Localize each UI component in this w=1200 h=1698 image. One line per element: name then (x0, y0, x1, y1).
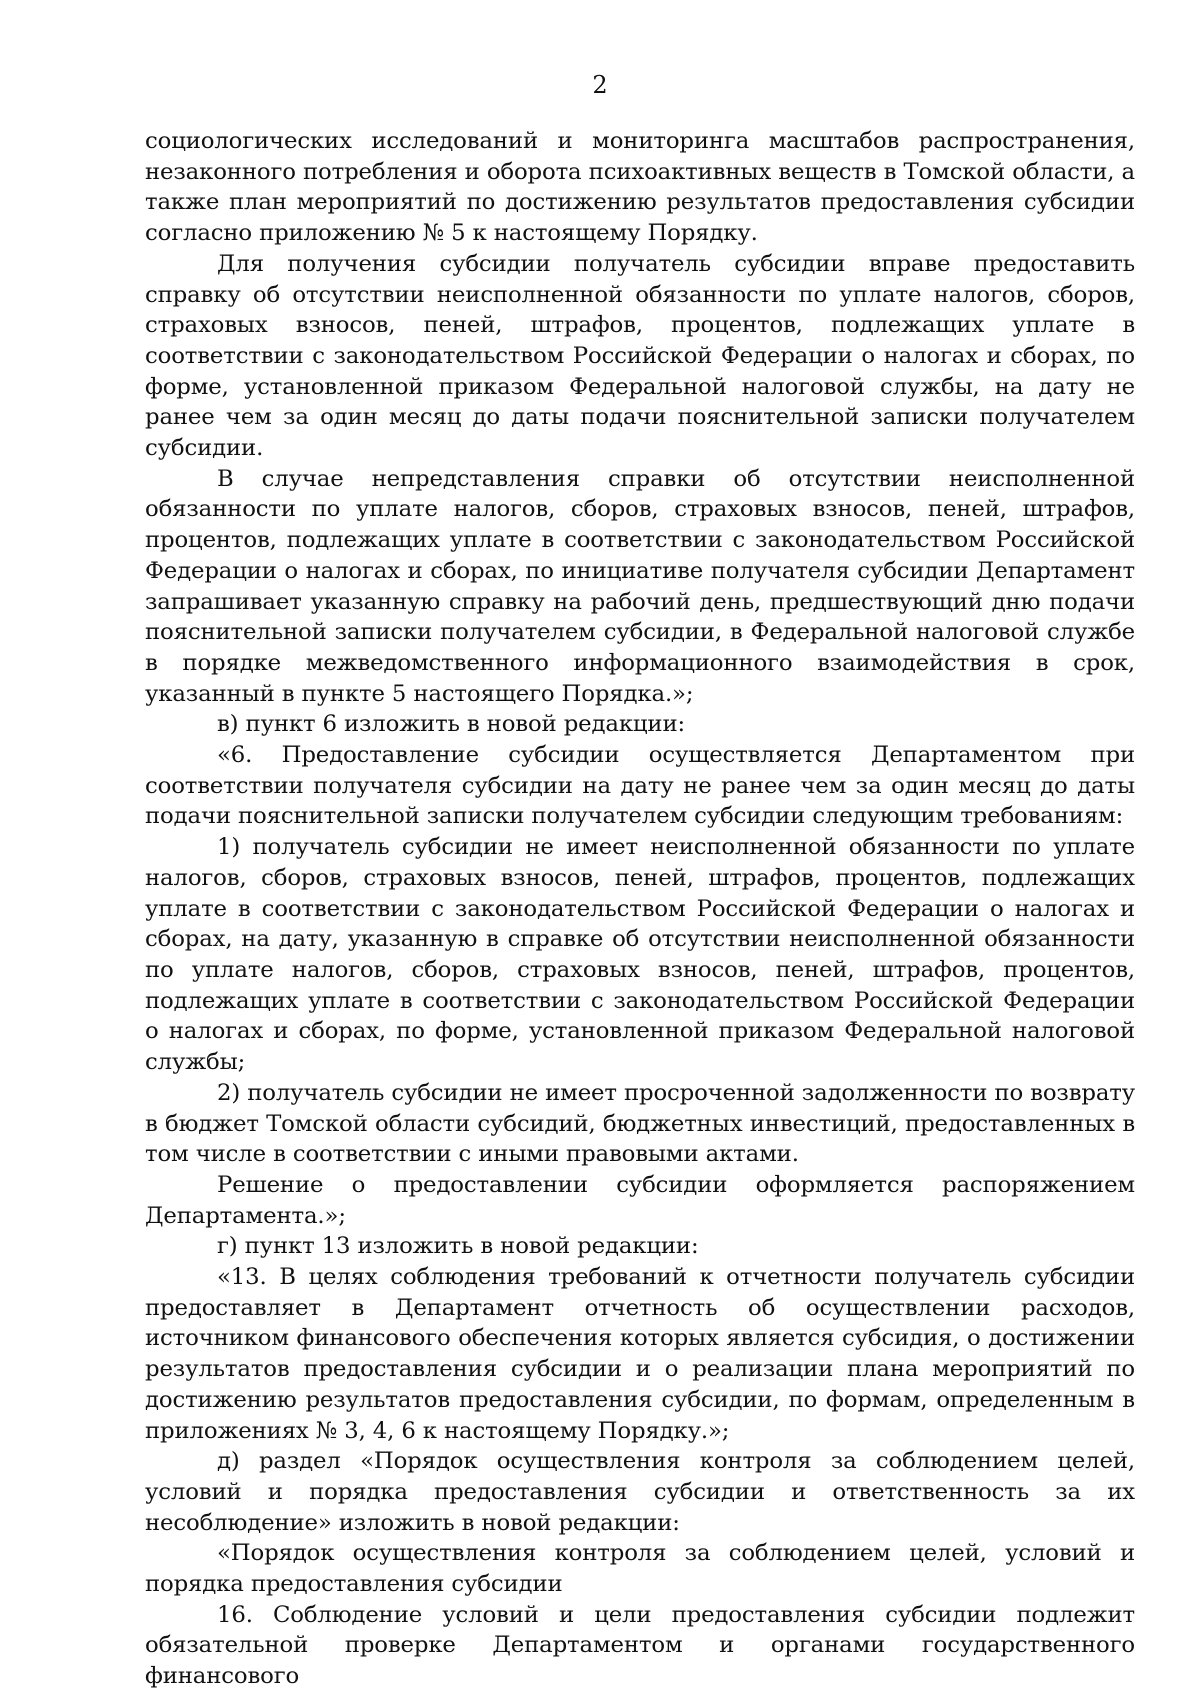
paragraph-continuation: социологических исследований и мониторинга масштабов распространения, незаконного потребления и оборота психоактивных веществ в Томской области, а также план мероприятий по достижению результатов предоставления субсидии согласно приложению № 5 к настоящему Порядку. (145, 128, 1135, 247)
paragraph-point-6: «6. Предоставление субсидии осуществляется Департаментом при соответствии получателя субсидии на дату не ранее чем за один месяц до даты подачи пояснительной записки получателем субсидии следующим требованиям: (145, 742, 1135, 830)
paragraph-certificate-request: В случае непредставления справки об отсутствии неисполненной обязанности по уплате налогов, сборов, страховых взносов, пеней, штрафов, процентов, подлежащих уплате в соответствии с законодательством Российской Федерации о налогах и сборах, по инициативе получателя субсидии Департамент запрашивает указанную справку на рабочий день, предшествующий дню подачи пояснительной записки получателем субсидии, в Федеральной налоговой службе в порядке межведомственного информационного взаимодействия в срок, указанный в пункте 5 настоящего Порядка.»; (145, 465, 1135, 707)
paragraph-section-title: «Порядок осуществления контроля за соблюдением целей, условий и порядка предоставления субсидии (145, 1540, 1135, 1598)
document-body (145, 126, 1135, 1692)
paragraph-amend-section: д) раздел «Порядок осуществления контроля за соблюдением целей, условий и порядка предоставления субсидии и ответственность за их несоблюдение» изложить в новой редакции: (145, 1448, 1135, 1536)
paragraph-requirement-1: 1) получатель субсидии не имеет неисполненной обязанности по уплате налогов, сборов, страховых взносов, пеней, штрафов, процентов, подлежащих уплате в соответствии с законодательством Российской Федерации о налогах и сборах, на дату, указанную в справке об отсутствии неисполненной обязанности по уплате налогов, сборов, страховых взносов, пеней, штрафов, процентов, подлежащих уплате в соответствии с законодательством Российской Федерации о налогах и сборах, по форме, установленной приказом Федеральной налоговой службы; (145, 834, 1135, 1076)
page-number: 2 (592, 71, 608, 99)
paragraph-amend-point-6: в) пункт 6 изложить в новой редакции: (217, 711, 686, 738)
paragraph-point-16: 16. Соблюдение условий и цели предоставления субсидии подлежит обязательной проверке Департаментом и органами государственного финансового (145, 1601, 1135, 1690)
paragraph-tax-certificate: Для получения субсидии получатель субсидии вправе предоставить справку об отсутствии неисполненной обязанности по уплате налогов, сборов, страховых взносов, пеней, штрафов, процентов, подлежащих уплате в соответствии с законодательством Российской Федерации о налогах и сборах, по форме, установленной приказом Федеральной налоговой службы, на дату не ранее чем за один месяц до даты подачи пояснительной записки получателем субсидии. (145, 250, 1135, 462)
paragraph-point-13: «13. В целях соблюдения требований к отчетности получатель субсидии предоставляет в Департамент отчетность об осуществлении расходов, источником финансового обеспечения которых является субсидия, о достижении результатов предоставления субсидии и о реализации плана мероприятий по достижению результатов предоставления субсидии, по формам, определенным в приложениях № 3, 4, 6 к настоящему Порядку.»; (145, 1264, 1135, 1444)
paragraph-decision: Решение о предоставлении субсидии оформляется распоряжением Департамента.»; (145, 1171, 1135, 1229)
paragraph-amend-point-13: г) пункт 13 изложить в новой редакции: (217, 1233, 699, 1260)
paragraph-requirement-2: 2) получатель субсидии не имеет просроченной задолженности по возврату в бюджет Томской области субсидий, бюджетных инвестиций, предоставленных в том числе в соответствии с иными правовыми актами. (145, 1079, 1135, 1168)
